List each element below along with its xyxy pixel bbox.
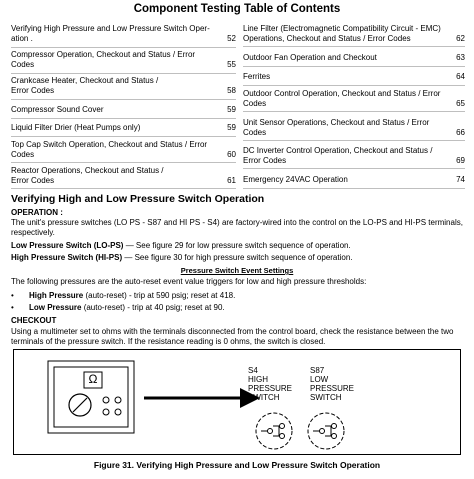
high-pressure-text: — See figure 30 for high pressure switch sequence of operation. <box>122 253 353 262</box>
toc-entry-page: 63 <box>456 53 465 62</box>
toc-entry-text: Unit Sensor Operations, Checkout and Status / Error Codes <box>243 118 430 137</box>
operation-text: The unit's pressure switches (LO PS - S87 and HI PS - S4) are factory-wired into the control on the LO-PS and HI-PS terminals, respectively. <box>11 218 463 237</box>
toc-divider <box>11 47 236 48</box>
toc-divider <box>11 162 236 163</box>
toc-entry-page: 62 <box>456 34 465 43</box>
event-intro-text: The following pressures are the auto-reset event value triggers for low and high pressure thresholds: <box>11 277 367 286</box>
switch-lo-label: S87 LOW PRESSURE SWITCH <box>310 366 355 402</box>
toc-entry[interactable] <box>11 76 236 96</box>
toc-entry-text: Outdoor Control Operation, Checkout and Status / Error Codes <box>243 89 441 108</box>
toc-divider <box>11 99 236 100</box>
toc-divider <box>243 66 465 67</box>
toc-divider <box>11 118 236 119</box>
toc-entry-text: Outdoor Fan Operation and Checkout <box>243 53 377 62</box>
toc-entry[interactable] <box>243 72 465 82</box>
bullet-text: (auto-reset) - trip at 590 psig; reset at 418. <box>83 291 236 300</box>
toc-entry-text: Ferrites <box>243 72 271 81</box>
toc-entry-page: 59 <box>227 123 236 132</box>
toc-entry[interactable] <box>11 140 236 160</box>
toc-divider <box>243 188 465 189</box>
toc-entry[interactable] <box>243 53 465 63</box>
arrow-right-icon <box>144 388 260 408</box>
toc-entry-page: 55 <box>227 60 236 69</box>
toc-entry-text: DC Inverter Control Operation, Checkout and Status / Error Codes <box>243 146 433 165</box>
checkout-text: Using a multimeter set to ohms with the terminals disconnected from the control board, check the resistance between the two terminals of the pressure switch. If the resistance reading is 0 ohms, the switch is closed. <box>11 327 454 346</box>
toc-entry-text: Top Cap Switch Operation, Checkout and Status / Error Codes <box>11 140 208 159</box>
toc-divider <box>243 140 465 141</box>
high-pressure-line <box>11 253 463 263</box>
pressure-switch-lo-icon <box>308 413 344 449</box>
switch-hi-label: S4 HIGH PRESSURE SWITCH <box>248 366 293 402</box>
toc-entry-text: Verifying High Pressure and Low Pressure Switch Oper- ation . <box>11 24 210 43</box>
operation-heading: OPERATION : <box>11 208 63 217</box>
toc-entry-page: 66 <box>456 128 465 137</box>
figure-frame <box>13 349 461 455</box>
toc-entry[interactable] <box>11 50 236 70</box>
pressure-switch-hi-icon <box>256 413 292 449</box>
bullet-glyph: • <box>11 291 14 300</box>
toc-entry-text: Compressor Sound Cover <box>11 105 104 114</box>
toc-divider <box>243 168 465 169</box>
bullet-label: High Pressure <box>29 291 84 300</box>
high-pressure-label: High Pressure Switch (HI-PS) <box>11 253 123 262</box>
low-pressure-line <box>11 241 463 251</box>
toc-entry[interactable] <box>11 105 236 115</box>
toc-entry[interactable] <box>243 24 465 44</box>
low-pressure-text: — See figure 29 for low pressure switch sequence of operation. <box>123 241 351 250</box>
toc-entry-page: 74 <box>456 175 465 184</box>
toc-divider <box>243 46 465 47</box>
checkout-heading: CHECKOUT <box>11 316 57 325</box>
toc-entry-text: Crankcase Heater, Checkout and Status / Error Codes <box>11 76 159 95</box>
figure-caption: Figure 31. Verifying High Pressure and Low Pressure Switch Operation <box>93 460 381 470</box>
toc-entry[interactable] <box>243 146 465 166</box>
low-pressure-label: Low Pressure Switch (LO-PS) <box>11 241 124 250</box>
toc-entry-text: Emergency 24VAC Operation <box>243 175 348 184</box>
toc-entry-page: 58 <box>227 86 236 95</box>
toc-entry-text: Liquid Filter Drier (Heat Pumps only) <box>11 123 141 132</box>
toc-entry-page: 59 <box>227 105 236 114</box>
toc-divider <box>11 73 236 74</box>
toc-entry[interactable] <box>243 89 465 109</box>
toc-entry-text: Line Filter (Electromagnetic Compatibility Circuit - EMC) Operations, Checkout and Status / Error Codes <box>243 24 441 43</box>
ohm-symbol: Ω <box>88 372 98 386</box>
toc-entry[interactable] <box>11 166 236 186</box>
toc-entry[interactable] <box>243 175 465 185</box>
toc-divider <box>11 136 236 137</box>
event-settings-heading: Pressure Switch Event Settings <box>180 266 294 275</box>
toc-entry[interactable] <box>243 118 465 138</box>
toc-entry-page: 64 <box>456 72 465 81</box>
toc-entry-page: 65 <box>456 99 465 108</box>
toc-entry-page: 60 <box>227 150 236 159</box>
page-title: Component Testing Table of Contents <box>133 3 341 15</box>
toc-entry-page: 69 <box>456 156 465 165</box>
bullet-text: (auto-reset) - trip at 40 psig; reset at 90. <box>81 303 225 312</box>
toc-entry[interactable] <box>11 24 236 44</box>
bullet-label: Low Pressure <box>29 303 82 312</box>
toc-entry-page: 52 <box>227 34 236 43</box>
toc-entry-text: Compressor Operation, Checkout and Status / Error Codes <box>11 50 196 69</box>
section-title: Verifying High and Low Pressure Switch Operation <box>11 193 265 205</box>
toc-entry-page: 61 <box>227 176 236 185</box>
toc-divider <box>11 188 236 189</box>
toc-entry[interactable] <box>11 123 236 133</box>
toc-divider <box>243 111 465 112</box>
bullet-glyph: • <box>11 303 14 312</box>
figure-illustration <box>14 350 460 454</box>
toc-divider <box>243 85 465 86</box>
toc-entry-text: Reactor Operations, Checkout and Status / Error Codes <box>11 166 164 185</box>
